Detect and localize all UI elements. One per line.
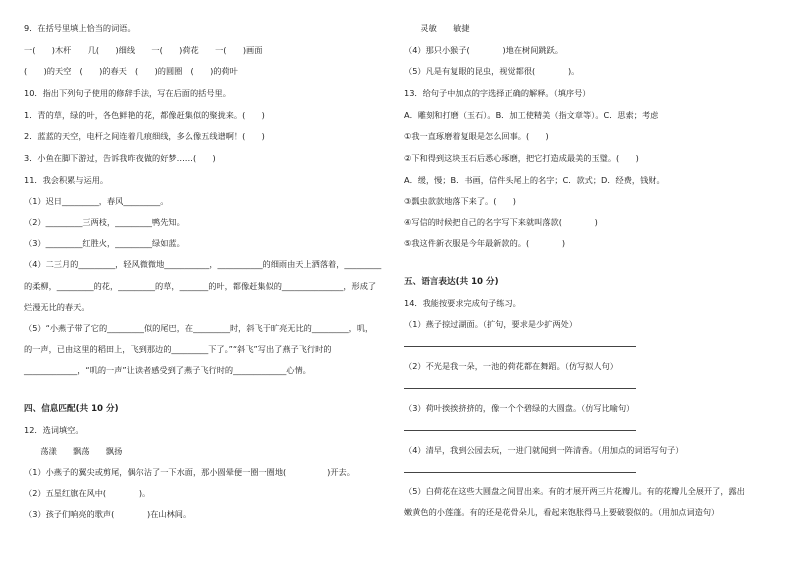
- question-line: （1）小燕子的翼尖或剪尾，偶尔沾了一下水面，那小圆晕便一圈一圈地( )开去。: [24, 467, 355, 477]
- question-line: ②下和得到这块玉石后悉心琢磨，把它打造成最美的玉璧。( ): [404, 153, 639, 163]
- question-line: 荡漾 飘荡 飘扬: [24, 446, 123, 456]
- question-line: （4）二三月的_________，轻风微微地___________，___________的细雨由天上洒落着，_________: [24, 259, 382, 269]
- question-line: （2）不光是我一朵，一池的荷花都在舞蹈。（仿写拟人句）: [404, 361, 618, 371]
- question-line: ①我一直琢磨着复眼是怎么回事。( ): [404, 131, 549, 141]
- question-line: （3）孩子们响亮的歌声( )在山林间。: [24, 509, 192, 519]
- question-line: ④写信的时候把自己的名字写下来就叫落款( ): [404, 217, 598, 227]
- question-line: A．雕刻和打磨（玉石）。B．加工使精美（指文章等）。C．思索；考虑: [404, 110, 659, 120]
- question-line: 12．选词填空。: [24, 425, 84, 435]
- question-line: ⑤我这件新衣服是今年最新款的。( ): [404, 238, 566, 248]
- question-line: 一( )木杆 几( )细线 一( )荷花 一( )画面: [24, 45, 263, 55]
- question-line: 11．我会积累与运用。: [24, 175, 109, 185]
- question-line: 烂漫无比的春天。: [24, 302, 90, 312]
- question-line: （1）燕子掠过湖面。（扩句，要求是少扩两处）: [404, 319, 578, 329]
- question-line: A．缓，慢；B．书画，信件头尾上的名字；C．款式；D．经费，钱财。: [404, 175, 665, 185]
- question-line: （5）凡是有复眼的昆虫，视觉都很( )。: [404, 66, 580, 76]
- question-line: 10．指出下列句子使用的修辞手法，写在后面的括号里。: [24, 88, 231, 98]
- left-column: [24, 0, 400, 561]
- answer-line[interactable]: [404, 430, 636, 431]
- question-line: _____________，“叽的一声”让读者感受到了燕子飞行时的_____________心情。: [24, 365, 311, 375]
- question-line: （4）那只小猴子( )地在树间跳跃。: [404, 45, 563, 55]
- question-line: 灵敏 敏捷: [404, 23, 470, 33]
- question-line: 2．蓝蓝的天空，电杆之间连着几痕细线，多么像五线谱啊！( ): [24, 131, 265, 141]
- answer-line[interactable]: [404, 346, 636, 347]
- question-line: 嫩黄色的小莲蓬。有的还是花骨朵儿，看起来饱胀得马上要破裂似的。（用加点词造句）: [404, 507, 720, 517]
- question-line: （4）清早，我到公园去玩，一进门就闻到一阵清香。（用加点的词语写句子）: [404, 445, 684, 455]
- question-line: 1．青的草，绿的叶，各色鲜艳的花，都像赶集似的聚拢来。( ): [24, 110, 265, 120]
- question-line: （2）_________三两枝，_________鸭先知。: [24, 217, 185, 227]
- question-line: （3）_________红胜火，_________绿如蓝。: [24, 238, 185, 248]
- question-line: （2）五星红旗在风中( )。: [24, 488, 151, 498]
- right-column: [404, 0, 774, 561]
- question-line: ( )的天空 ( )的春天 ( )的圆圈 ( )的荷叶: [24, 66, 238, 76]
- question-line: （3）荷叶挨挨挤挤的，像一个个碧绿的大圆盘。（仿写比喻句）: [404, 403, 635, 413]
- section-heading: 四、信息匹配(共 10 分): [24, 404, 119, 414]
- question-line: 的柔柳，_________的花，_________的草，_______的叶，都像赶集似的_______________，形成了: [24, 281, 377, 291]
- question-line: ③瓢虫款款地落下来了。( ): [404, 196, 516, 206]
- question-line: 的一声，已由这里的稻田上，飞到那边的_________下了。”“斜飞”写出了燕子飞行时的: [24, 344, 332, 354]
- question-line: 13．给句子中加点的字选择正确的解释。（填序号）: [404, 88, 591, 98]
- question-line: 9．在括号里填上恰当的词语。: [24, 23, 136, 33]
- question-line: （5）白荷花在这些大圆盘之间冒出来。有的才展开两三片花瓣儿。有的花瓣儿全展开了，露出: [404, 486, 745, 496]
- question-line: 3．小鱼在脚下游过，告诉我昨夜做的好梦……( ): [24, 153, 216, 163]
- answer-line[interactable]: [404, 472, 636, 473]
- answer-line[interactable]: [404, 388, 636, 389]
- section-heading: 五、语言表达(共 10 分): [404, 277, 499, 287]
- question-line: （1）迟日_________，春风_________。: [24, 196, 169, 206]
- question-line: 14．我能按要求完成句子练习。: [404, 298, 521, 308]
- question-line: （5）“小燕子带了它的_________似的尾巴，在_________时，斜飞于旷亮无比的_________，叽，: [24, 323, 374, 333]
